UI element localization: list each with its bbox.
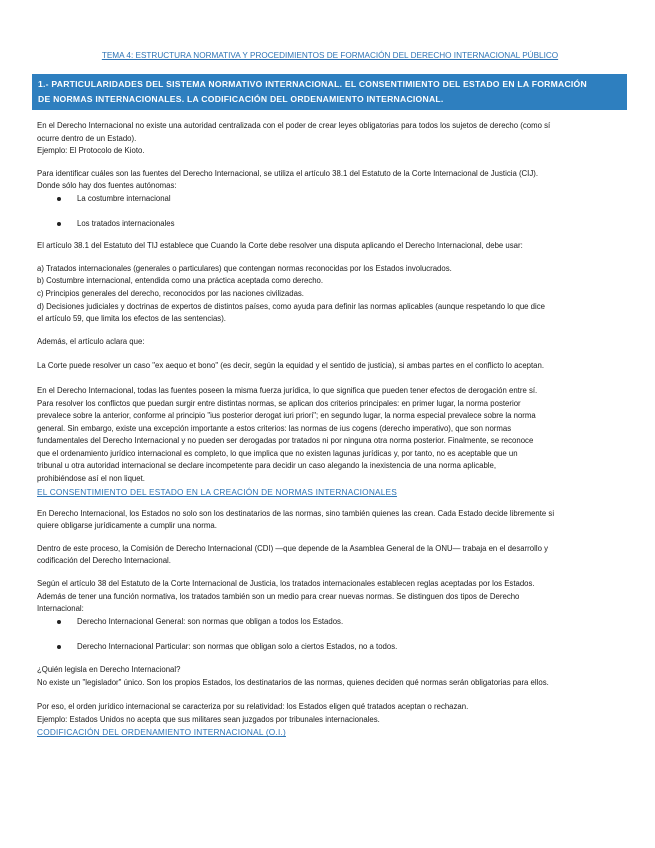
text-line: Ejemplo: El Protocolo de Kioto.: [37, 146, 145, 156]
list-item: La costumbre internacional: [37, 193, 623, 206]
text-line: Además de tener una función normativa, los tratados también son un medio para crear nuevas normas. Se distinguen dos tipos de Derecho: [37, 591, 520, 601]
list-item: Derecho Internacional Particular: son normas que obligan solo a ciertos Estados, no a todos.: [37, 641, 623, 654]
text-line: prohibiéndose así el non liquet.: [37, 474, 145, 484]
text-line: En el Derecho Internacional no existe una autoridad centralizada con el poder de crear leyes obligatorias para todos los sujetos de derecho (como sí: [37, 121, 551, 130]
section-heading-codification: CODIFICACIÓN DEL ORDENAMIENTO INTERNACIONAL (O.I.): [37, 727, 286, 738]
paragraph-sources-hierarchy: [37, 385, 623, 486]
sources-list: [37, 193, 623, 230]
text-line: Internacional:: [37, 604, 84, 614]
text-line: No existe un "legislador" único. Son los propios Estados, los destinatarios de las normas, quienes deciden qué normas serán obligatorias para ellos.: [37, 677, 549, 687]
text-line: Según el artículo 38 del Estatuto de la Corte Internacional de Justicia, los tratados internacionales establecen reglas aceptadas por los Estados.: [37, 579, 535, 589]
law-types-list: [37, 616, 623, 654]
paragraph-relativity: [37, 701, 623, 726]
text-line: fundamentales del Derecho Internacional y no pueden ser derogadas por tratados ni por ninguna otra norma posterior. Finalmente, se reconoce: [37, 436, 534, 446]
bullet-icon: [57, 620, 61, 624]
list-item: b) Costumbre internacional, entendida como una práctica aceptada como derecho.: [37, 276, 324, 286]
banner-line-2: DE NORMAS INTERNACIONALES. LA CODIFICACIÓN DEL ORDENAMIENTO INTERNACIONAL.: [38, 94, 444, 104]
section-heading-consent: EL CONSENTIMIENTO DEL ESTADO EN LA CREACIÓN DE NORMAS INTERNACIONALES: [37, 486, 398, 497]
text-line: En el Derecho Internacional, todas las fuentes poseen la misma fuerza jurídica, lo que significa que pueden tener efectos de derogación entre sí.: [37, 385, 538, 395]
bullet-icon: [57, 222, 61, 226]
section-1-banner: [32, 74, 627, 110]
text-line: Ejemplo: Estados Unidos no acepta que sus militares sean juzgados por tribunales internacionales.: [37, 714, 380, 724]
text-line: Donde sólo hay dos fuentes autónomas:: [37, 181, 177, 191]
paragraph-sources-intro: [37, 168, 623, 193]
list-item: Los tratados internacionales: [37, 218, 623, 231]
paragraph-ademas: Además, el artículo aclara que:: [37, 336, 145, 346]
paragraph-no-central-authority: [37, 120, 623, 158]
list-item: a) Tratados internacionales (generales o particulares) que contengan normas reconocidas por los Estados involucrados.: [37, 263, 452, 273]
paragraph-article-38: El artículo 38.1 del Estatuto del TIJ establece que Cuando la Corte debe resolver una disputa aplicando el Derecho Internacional, debe usar:: [37, 241, 523, 251]
text-line: el artículo 59, que limita los efectos de las sentencias).: [37, 314, 226, 324]
paragraph-cdi: [37, 543, 623, 568]
text-line: ¿Quién legisla en Derecho Internacional?: [37, 665, 181, 674]
paragraph-states-create: [37, 508, 623, 533]
paragraph-ex-aequo: La Corte puede resolver un caso "ex aequo et bono" (es decir, según la equidad y el sentido de justicia), si ambas partes en el conflicto lo aceptan.: [37, 361, 545, 371]
text-line: general. Sin embargo, existe una excepción importante a estos criterios: las normas de ius cogens (derecho imperativo), que son normas: [37, 423, 512, 433]
paragraph-who-legislates: [37, 664, 623, 689]
text-line: codificación del Derecho Internacional.: [37, 556, 171, 566]
text-line: Para resolver los conflictos que puedan surgir entre distintas normas, se aplican dos criterios principales: en primer lugar, la norma posterior: [37, 398, 521, 408]
text-line: prevalece sobre la anterior, conforme al principio "ius posterior derogat iuri priori"; en segundo lugar, la norma especial prevalece sobre la norma: [37, 411, 536, 421]
list-item: c) Principios generales del derecho, reconocidos por las naciones civilizadas.: [37, 288, 304, 298]
text-line: Dentro de este proceso, la Comisión de Derecho Internacional (CDI) —que depende de la Asamblea General de la ONU— trabaja en el desarrollo y: [37, 543, 548, 553]
paragraph-article-38-treaties: [37, 578, 623, 616]
bullet-icon: [57, 197, 61, 201]
banner-line-1: 1.- PARTICULARIDADES DEL SISTEMA NORMATIVO INTERNACIONAL. EL CONSENTIMIENTO DEL ESTADO EN LA FORMACIÓN: [38, 79, 587, 89]
document-title: TEMA 4: ESTRUCTURA NORMATIVA Y PROCEDIMIENTOS DE FORMACIÓN DEL DERECHO INTERNACIONAL PÚBLICO: [101, 51, 559, 60]
text-line: quiere obligarse jurídicamente a cumplir una norma.: [37, 521, 217, 531]
article-38-list: [37, 263, 623, 326]
bullet-icon: [57, 645, 61, 649]
text-line: Para identificar cuáles son las fuentes del Derecho Internacional, se utiliza el artículo 38.1 del Estatuto de la Corte Internacional de Justicia (CIJ).: [37, 168, 539, 178]
text-line: tribunal u otra autoridad internacional se declare incompetente para decidir un caso alegando la inexistencia de una norma aplicable,: [37, 461, 497, 471]
text-line: ocurre dentro de un Estado).: [37, 133, 137, 143]
text-line: Por eso, el orden jurídico internacional se caracteriza por su relatividad: los Estados eligen qué tratados aceptan o rechazan.: [37, 702, 469, 712]
list-item: d) Decisiones judiciales y doctrinas de expertos de distintos países, como ayuda para definir las normas aplicables (aunque respetando lo que dice: [37, 301, 545, 311]
text-line: En Derecho Internacional, los Estados no solo son los destinatarios de las normas, sino también quienes las crean. Cada Estado decide libremente si: [37, 508, 555, 518]
list-item: Derecho Internacional General: son normas que obligan a todos los Estados.: [37, 616, 623, 629]
text-line: que el ordenamiento jurídico internacional es completo, lo que implica que no existen lagunas jurídicas y, por tanto, no es aceptable que un: [37, 448, 518, 458]
